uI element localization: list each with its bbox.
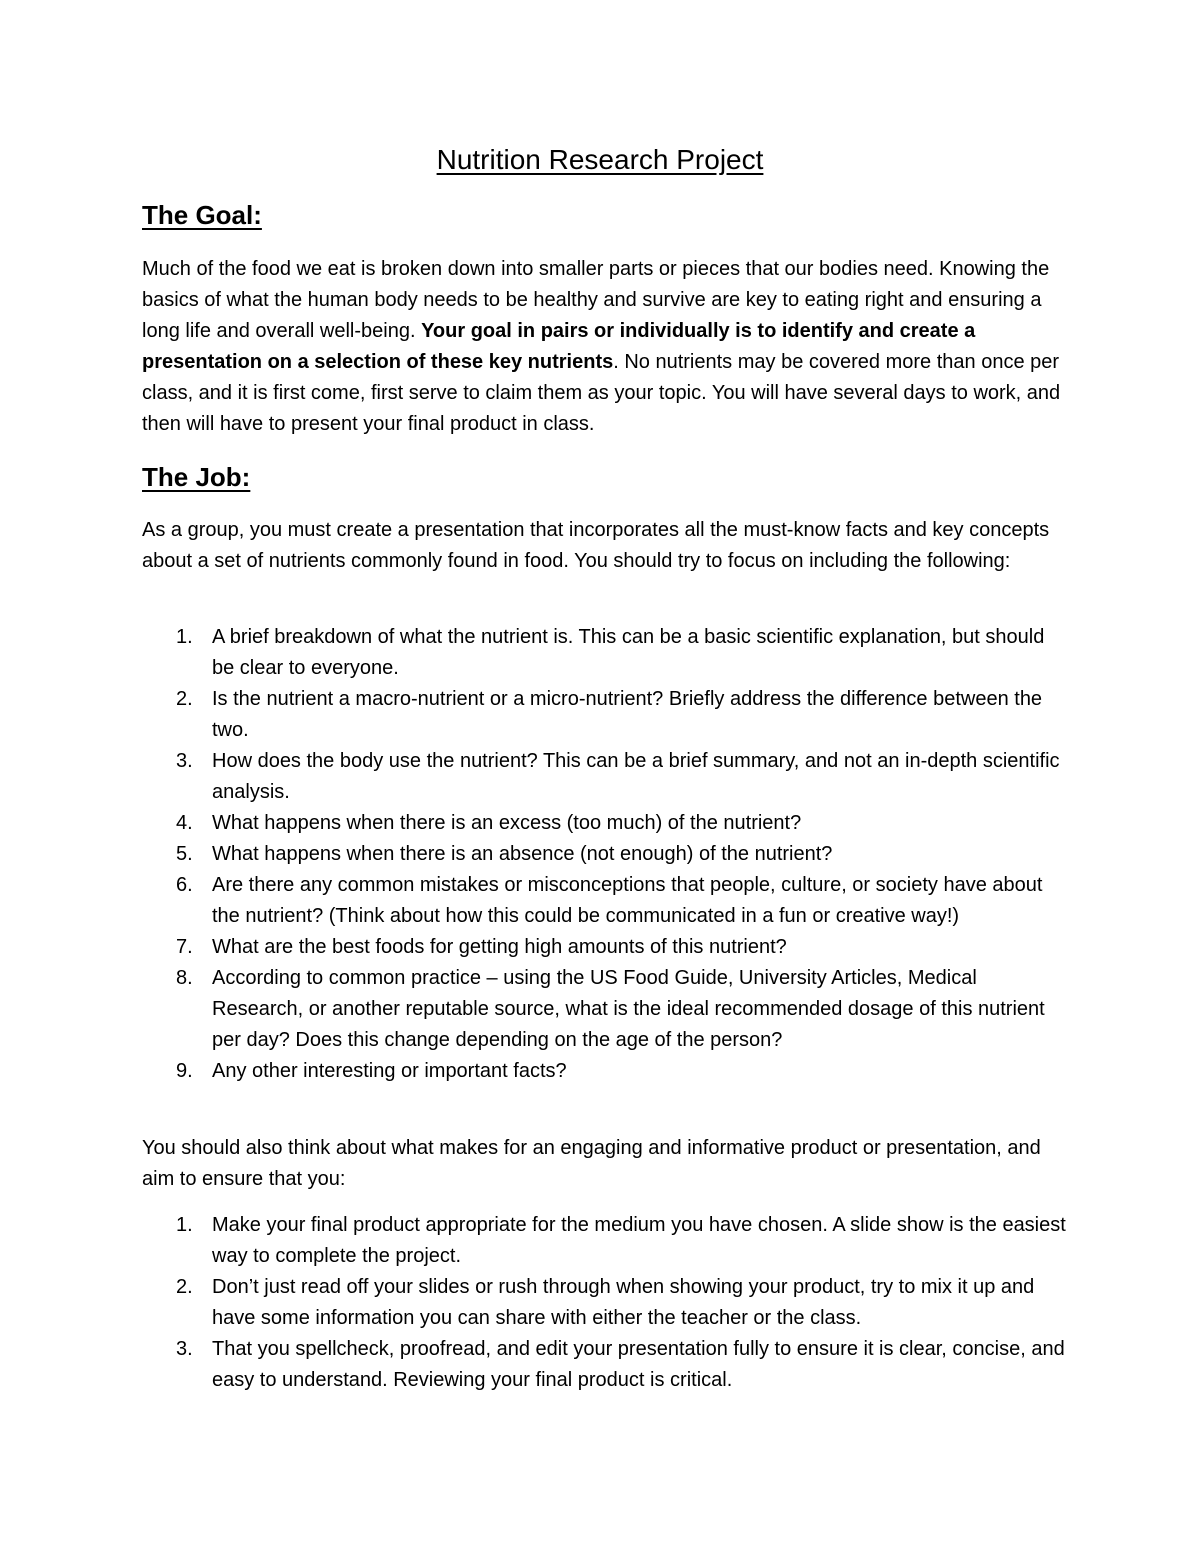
- list-item: [142, 1056, 1067, 1087]
- list-item-number: 4.: [176, 812, 193, 834]
- list-item-text: Don’t just read off your slides or rush through when showing your product, try to mix it up and have some information you can share with either the teacher or the class.: [212, 1276, 1035, 1329]
- list-item: [142, 808, 1067, 839]
- followup-paragraph: You should also think about what makes for an engaging and informative product or presentation, and aim to ensure that you:: [142, 1137, 1041, 1190]
- list-item-text: What happens when there is an excess (too much) of the nutrient?: [212, 812, 802, 834]
- list-item-number: 2.: [176, 1276, 193, 1298]
- list-item-text: Any other interesting or important facts?: [212, 1060, 567, 1082]
- presentation-tips-list: [142, 1210, 1067, 1396]
- list-item-text: Are there any common mistakes or misconceptions that people, culture, or society have about the nutrient? (Think about how this could be communicated in a fun or creative way!): [212, 874, 1043, 927]
- list-item-text: A brief breakdown of what the nutrient is. This can be a basic scientific explanation, but should be clear to everyone.: [212, 626, 1045, 679]
- list-item-text: Is the nutrient a macro-nutrient or a micro-nutrient? Briefly address the difference between the two.: [212, 688, 1043, 741]
- list-item: [142, 1272, 1067, 1334]
- goal-text-bold: Your goal in pairs or individually is to identify and create a presentation on a selection of these key nutrients: [142, 320, 976, 373]
- list-item: [142, 746, 1067, 808]
- list-item-number: 3.: [176, 750, 193, 772]
- list-item-number: 3.: [176, 1338, 193, 1360]
- list-item: [142, 963, 1067, 1056]
- list-item: [142, 622, 1067, 684]
- job-intro-paragraph: As a group, you must create a presentation that incorporates all the must-know facts and key concepts about a set of nutrients commonly found in food. You should try to focus on including the following:: [142, 519, 1050, 572]
- job-heading: The Job:: [142, 462, 251, 492]
- list-item-number: 1.: [176, 1214, 193, 1236]
- page-title: Nutrition Research Project: [436, 144, 764, 175]
- goal-heading: The Goal:: [142, 200, 262, 230]
- list-item-number: 1.: [176, 626, 193, 648]
- goal-paragraph: [142, 254, 1067, 440]
- list-item-text: What are the best foods for getting high amounts of this nutrient?: [212, 936, 787, 958]
- requirements-list: [142, 622, 1067, 1087]
- list-item-text: What happens when there is an absence (not enough) of the nutrient?: [212, 843, 833, 865]
- list-item: [142, 1334, 1067, 1396]
- goal-text-after: . No nutrients may be covered more than once per class, and it is first come, first serve to claim them as your topic. You will have several days to work, and then will have to present your final product in class.: [142, 351, 1061, 435]
- list-item-text: That you spellcheck, proofread, and edit your presentation fully to ensure it is clear, concise, and easy to understand. Reviewing your final product is critical.: [212, 1338, 1065, 1391]
- list-item-text: How does the body use the nutrient? This can be a brief summary, and not an in-depth scientific analysis.: [212, 750, 1060, 803]
- list-item-number: 5.: [176, 843, 193, 865]
- list-item-number: 7.: [176, 936, 193, 958]
- list-item-number: 8.: [176, 967, 193, 989]
- list-item: [142, 1210, 1067, 1272]
- goal-text-before: Much of the food we eat is broken down into smaller parts or pieces that our bodies need. Knowing the basics of what the human body needs to be healthy and survive are key to eating right and ensuring a long life and overall well-being.: [142, 258, 1050, 342]
- list-item: [142, 684, 1067, 746]
- list-item-text: According to common practice – using the US Food Guide, University Articles, Medical Research, or another reputable source, what is the ideal recommended dosage of this nutrient per day? Does this change depending on the age of the person?: [212, 967, 1045, 1051]
- list-item-number: 2.: [176, 688, 193, 710]
- list-item: [142, 870, 1067, 932]
- list-item: [142, 932, 1067, 963]
- list-item: [142, 839, 1067, 870]
- list-item-text: Make your final product appropriate for the medium you have chosen. A slide show is the easiest way to complete the project.: [212, 1214, 1066, 1267]
- list-item-number: 9.: [176, 1060, 193, 1082]
- list-item-number: 6.: [176, 874, 193, 896]
